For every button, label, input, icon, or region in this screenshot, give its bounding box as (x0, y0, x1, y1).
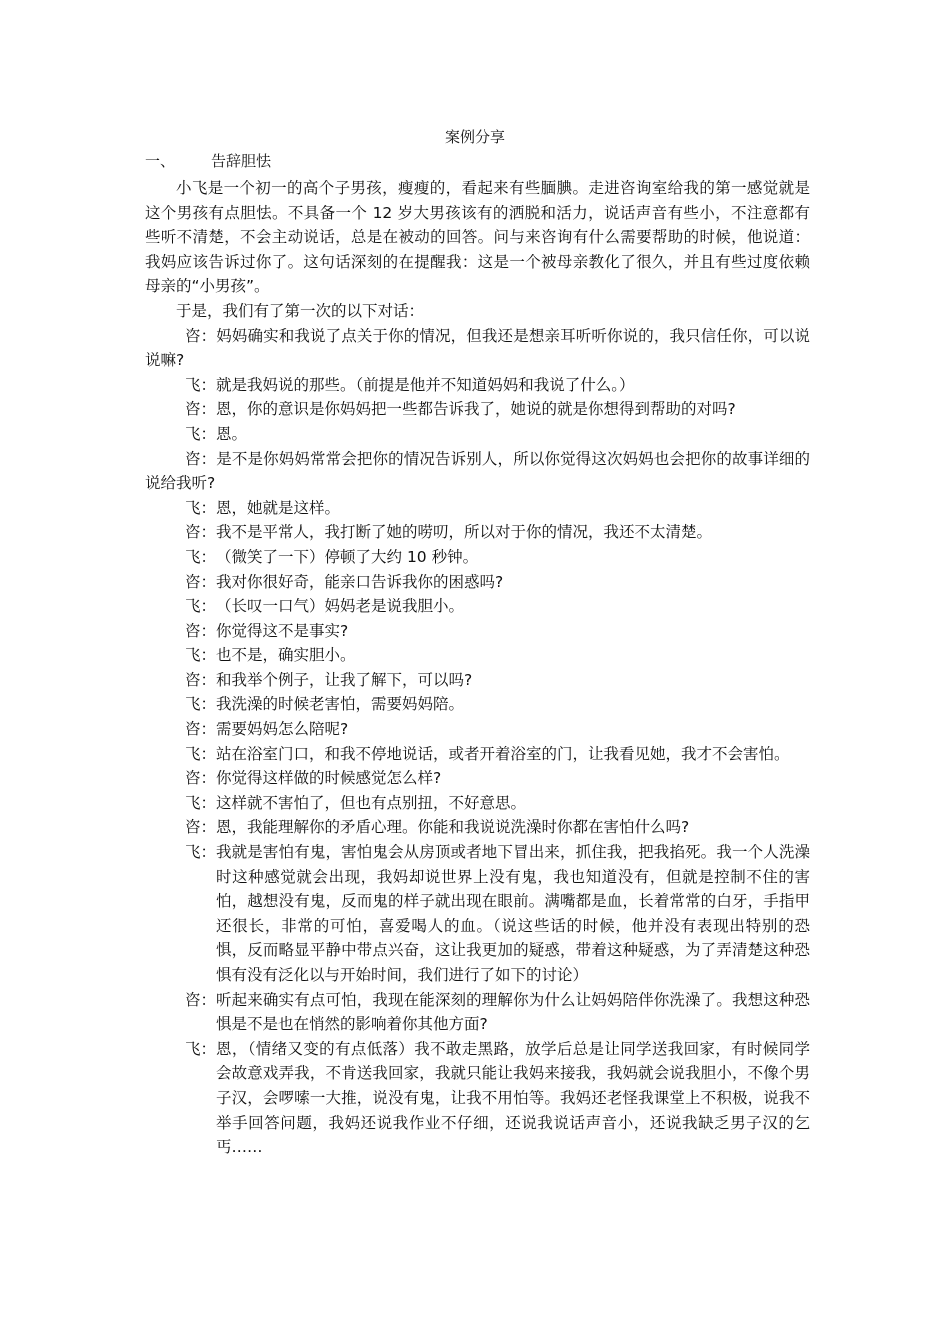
dialogue-line (145, 717, 810, 742)
dialogue-line (145, 422, 810, 447)
dialogue-speaker: 咨： (185, 449, 217, 468)
dialogue-speaker: 飞： (185, 375, 217, 394)
dialogue-text: 需要妈妈怎么陪呢? (216, 720, 349, 739)
dialogue-text: 恩，她就是这样。 (216, 498, 341, 517)
dialogue-speaker: 飞： (185, 843, 217, 862)
dialogue-line (145, 1037, 810, 1160)
dialogue-speaker: 咨： (185, 400, 217, 419)
dialogue-line (145, 570, 810, 595)
dialogue-speaker: 飞： (185, 793, 217, 812)
dialogue-line (145, 447, 810, 496)
dialogue-text: 我对你很好奇，能亲口告诉我你的困惑吗? (216, 572, 504, 591)
dialogue-line (145, 496, 810, 521)
dialogue-speaker: 咨： (185, 720, 217, 739)
dialogue-line (145, 791, 810, 816)
dialogue-line (145, 545, 810, 570)
dialogue-speaker: 咨： (185, 572, 217, 591)
dialogue-speaker: 咨： (185, 769, 217, 788)
dialogue-text: 我就是害怕有鬼，害怕鬼会从房顶或者地下冒出来，抓住我，把我掐死。我一个人洗澡时这种感觉就会出现，我妈却说世界上没有鬼，我也知道没有，但就是控制不住的害怕，越想没有鬼，反而鬼的样子就出现在眼前。满嘴都是血，长着常常的白牙，手指甲还很长，非常的可怕，喜爱喝人的血。（说这些话的时候，他并没有表现出特别的恐惧，反而略显平静中带点兴奋，这让我更加的疑惑，带着这种疑惑，为了弄清楚这种恐惧有没有泛化以与开始时间，我们进行了如下的讨论） (216, 843, 810, 984)
dialogue-line (145, 324, 810, 373)
dialogue-line (145, 619, 810, 644)
dialogue-text: 你觉得这不是事实? (216, 621, 349, 640)
dialogue-line (145, 520, 810, 545)
section-number: 一、 (145, 152, 176, 170)
dialogue-speaker: 飞： (185, 695, 217, 714)
dialogue-lead: 于是，我们有了第一次的以下对话： (176, 301, 425, 320)
section-heading (145, 151, 271, 171)
document-body (145, 176, 810, 1160)
dialogue-text: 就是我妈说的那些。（前提是他并不知道妈妈和我说了什么。） (216, 375, 635, 394)
dialogue-line (145, 815, 810, 840)
dialogue-speaker: 咨： (185, 621, 217, 640)
dialogue-text: 站在浴室门口，和我不停地说话，或者开着浴室的门，让我看见她，我才不会害怕。 (216, 744, 790, 763)
dialogue-text: 我不是平常人，我打断了她的唠叨，所以对于你的情况，我还不太清楚。 (216, 523, 713, 542)
dialogue-text: 恩，你的意识是你妈妈把一些都告诉我了，她说的就是你想得到帮助的对吗? (216, 400, 736, 419)
dialogue-line (145, 373, 810, 398)
dialogue-line (145, 594, 810, 619)
dialogue-text: 我洗澡的时候老害怕，需要妈妈陪。 (216, 695, 465, 714)
dialogue-text: 也不是，确实胆小。 (216, 646, 356, 665)
dialogue-line (145, 643, 810, 668)
dialogue-text: 你觉得这样做的时候感觉怎么样? (216, 769, 442, 788)
dialogue-speaker: 咨： (185, 990, 217, 1009)
dialogue-speaker: 飞： (185, 646, 217, 665)
dialogue-speaker: 咨： (185, 818, 217, 837)
dialogue-speaker: 飞： (185, 744, 217, 763)
dialogue-speaker: 飞： (185, 498, 217, 517)
dialogue-line (145, 397, 810, 422)
document-title: 案例分享 (444, 128, 505, 146)
dialogue-line (145, 692, 810, 717)
dialogue-line (145, 840, 810, 988)
dialogue-text: 这样就不害怕了，但也有点别扭，不好意思。 (216, 793, 527, 812)
dialogue-speaker: 咨： (185, 523, 217, 542)
dialogue-line (145, 742, 810, 767)
dialogue-text: 恩，（情绪又变的有点低落）我不敢走黑路，放学后总是让同学送我回家，有时候同学会故意戏弄我，不肯送我回家，我就只能让我妈来接我，我妈就会说我胆小，不像个男子汉，会啰嗦一大推，说没有鬼，让我不用怕等。我妈还老怪我课堂上不积极，说我不举手回答问题，我妈还说我作业不仔细，还说我说话声音小，还说我缺乏男子汉的乞丐…… (216, 1039, 810, 1157)
dialogue-text: 和我举个例子，让我了解下，可以吗? (216, 670, 473, 689)
dialogue-speaker: 飞： (185, 597, 217, 616)
dialogue-speaker: 咨： (185, 670, 217, 689)
dialogue-line (145, 668, 810, 693)
dialogue-speaker: 咨： (185, 326, 217, 345)
dialogue-speaker: 飞： (185, 547, 217, 566)
intro-paragraph: 小飞是一个初一的高个子男孩，瘦瘦的，看起来有些腼腆。走进咨询室给我的第一感觉就是这个男孩有点胆怯。不具备一个 12 岁大男孩该有的洒脱和活力，说话声音有些小，不注意都有些听不清楚，不会主动说话，总是在被动的回答。问与来咨询有什么需要帮助的时候，他说道：我妈应该告诉过你了。这句话深刻的在提醒我：这是一个被母亲教化了很久，并且有些过度依赖母亲的“小男孩”。 (145, 179, 810, 296)
dialogue-text: 听起来确实有点可怕，我现在能深刻的理解你为什么让妈妈陪伴你洗澡了。我想这种恐惧是不是也在悄然的影响着你其他方面? (216, 990, 810, 1034)
dialogue-line (145, 766, 810, 791)
dialogue-speaker: 飞： (185, 1039, 217, 1058)
dialogue-line (145, 988, 810, 1037)
dialogue-text: （长叹一口气）妈妈老是说我胆小。 (216, 597, 465, 616)
dialogue-text: 恩，我能理解你的矛盾心理。你能和我说说洗澡时你都在害怕什么吗? (216, 818, 690, 837)
dialogue-speaker: 飞： (185, 424, 217, 443)
dialogue-text: 恩。 (216, 424, 248, 443)
section-heading-text: 告辞胆怯 (211, 152, 272, 170)
dialogue-text: （微笑了一下）停顿了大约 10 秒钟。 (216, 547, 479, 566)
dialogue-text: 是不是你妈妈常常会把你的情况告诉别人，所以你觉得这次妈妈也会把你的故事详细的说给我听? (145, 449, 810, 493)
dialogue-text: 妈妈确实和我说了点关于你的情况，但我还是想亲耳听听你说的，我只信任你，可以说说嘛? (145, 326, 810, 370)
